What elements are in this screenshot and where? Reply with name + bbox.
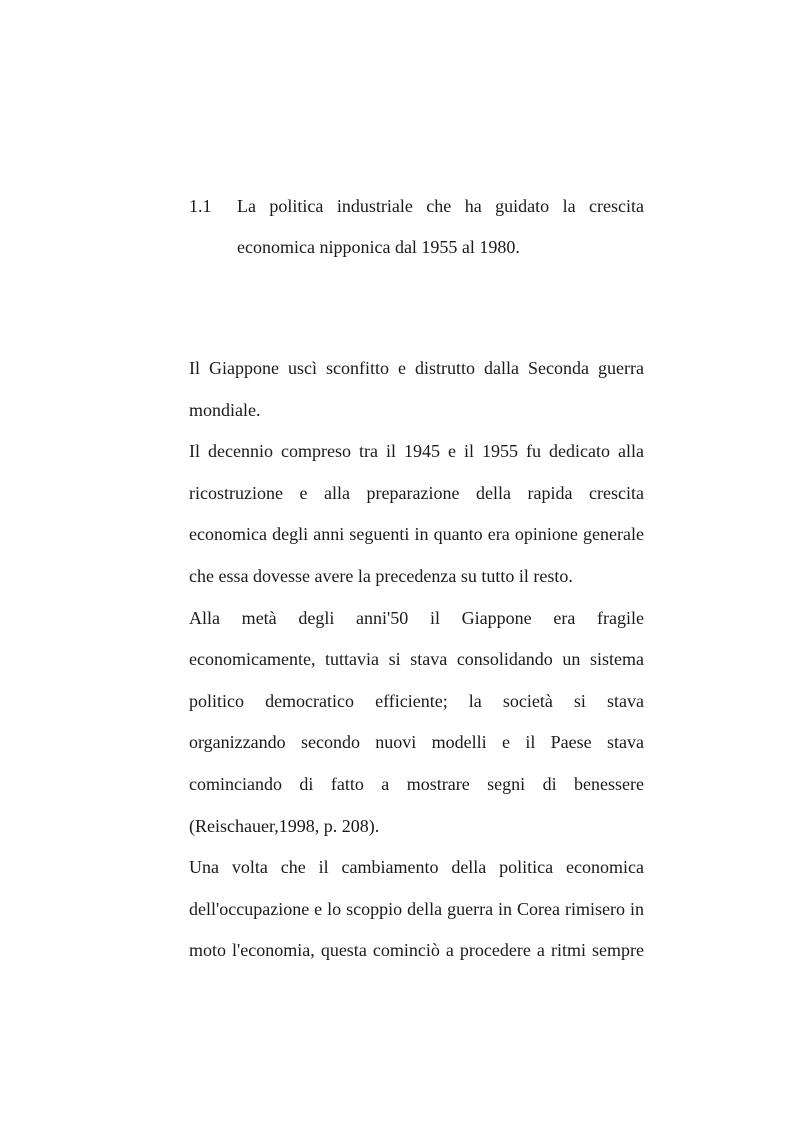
paragraph-3: Alla metà degli anni'50 il Giappone era fragile economicamente, tuttavia si stava consolidando un sistema politico democratico efficiente; la società si stava organizzando secondo nuovi modelli e il Paese stava cominciando di fatto a mostrare segni di benessere (Reischauer,1998, p. 208).	[189, 607, 644, 836]
body-text	[189, 348, 644, 972]
section-heading	[189, 186, 644, 268]
section-number: 1.1	[189, 196, 212, 216]
paragraph-4: Una volta che il cambiamento della politica economica dell'occupazione e lo scoppio della guerra in Corea rimisero in moto l'economia, questa cominciò a procedere a ritmi sempre	[189, 857, 644, 961]
section-title: La politica industriale che ha guidato la crescita economica nipponica dal 1955 al 1980.	[237, 196, 644, 257]
paragraph-1: Il Giappone uscì sconfitto e distrutto dalla Seconda guerra mondiale.	[189, 358, 644, 420]
paragraph-2: Il decennio compreso tra il 1945 e il 1955 fu dedicato alla ricostruzione e alla preparazione della rapida crescita economica degli anni seguenti in quanto era opinione generale che essa dovesse avere la precedenza su tutto il resto.	[189, 441, 644, 586]
